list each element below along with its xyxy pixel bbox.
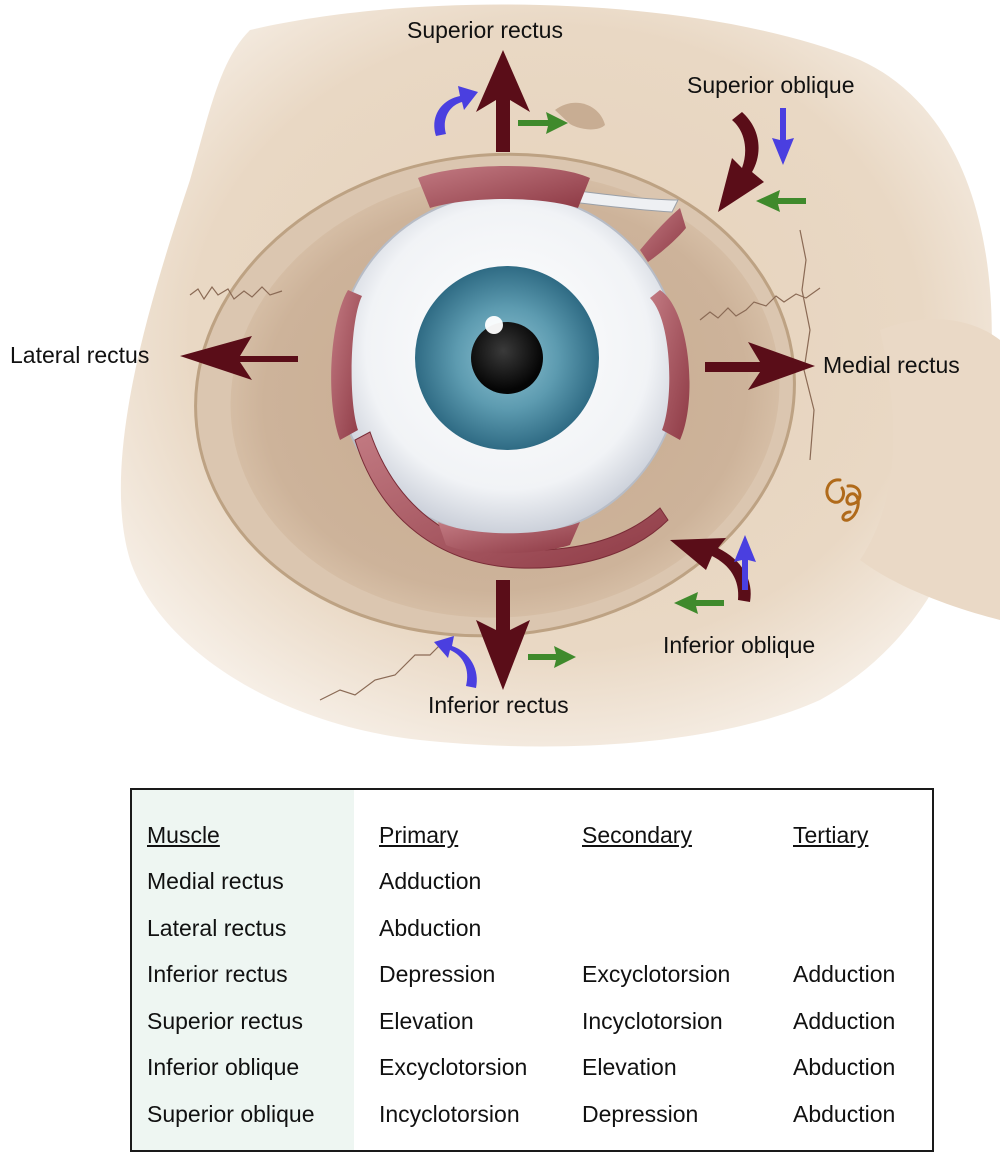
row-3-tertiary: Adduction [793, 961, 896, 987]
row-6-tertiary: Abduction [793, 1101, 896, 1127]
row-6-muscle: Superior oblique [147, 1101, 315, 1127]
row-3-muscle: Inferior rectus [147, 961, 288, 987]
row-4-primary: Elevation [379, 1008, 474, 1034]
label-superior-oblique: Superior oblique [687, 72, 855, 98]
label-inferior-rectus: Inferior rectus [428, 692, 569, 718]
row-4-secondary: Incyclotorsion [582, 1008, 723, 1034]
pupil [471, 322, 543, 394]
row-4-tertiary: Adduction [793, 1008, 896, 1034]
row-2-primary: Abduction [379, 915, 482, 941]
pupil-highlight [485, 316, 503, 334]
label-medial-rectus: Medial rectus [823, 352, 960, 378]
header-muscle: Muscle [147, 822, 220, 848]
row-6-secondary: Depression [582, 1101, 699, 1127]
row-3-secondary: Excyclotorsion [582, 961, 731, 987]
row-6-primary: Incyclotorsion [379, 1101, 520, 1127]
artist-signature [818, 468, 878, 528]
row-5-muscle: Inferior oblique [147, 1054, 300, 1080]
label-inferior-oblique: Inferior oblique [663, 632, 816, 658]
row-4-muscle: Superior rectus [147, 1008, 303, 1034]
row-5-primary: Excyclotorsion [379, 1054, 528, 1080]
row-1-primary: Adduction [379, 868, 482, 894]
label-lateral-rectus: Lateral rectus [10, 342, 150, 368]
row-5-secondary: Elevation [582, 1054, 677, 1080]
row-2-muscle: Lateral rectus [147, 915, 287, 941]
row-1-muscle: Medial rectus [147, 868, 284, 894]
muscle-action-table [130, 788, 934, 1152]
header-primary: Primary [379, 822, 459, 848]
row-3-primary: Depression [379, 961, 496, 987]
label-superior-rectus: Superior rectus [407, 17, 563, 43]
header-tertiary: Tertiary [793, 822, 869, 848]
row-5-tertiary: Abduction [793, 1054, 896, 1080]
header-secondary: Secondary [582, 822, 692, 848]
